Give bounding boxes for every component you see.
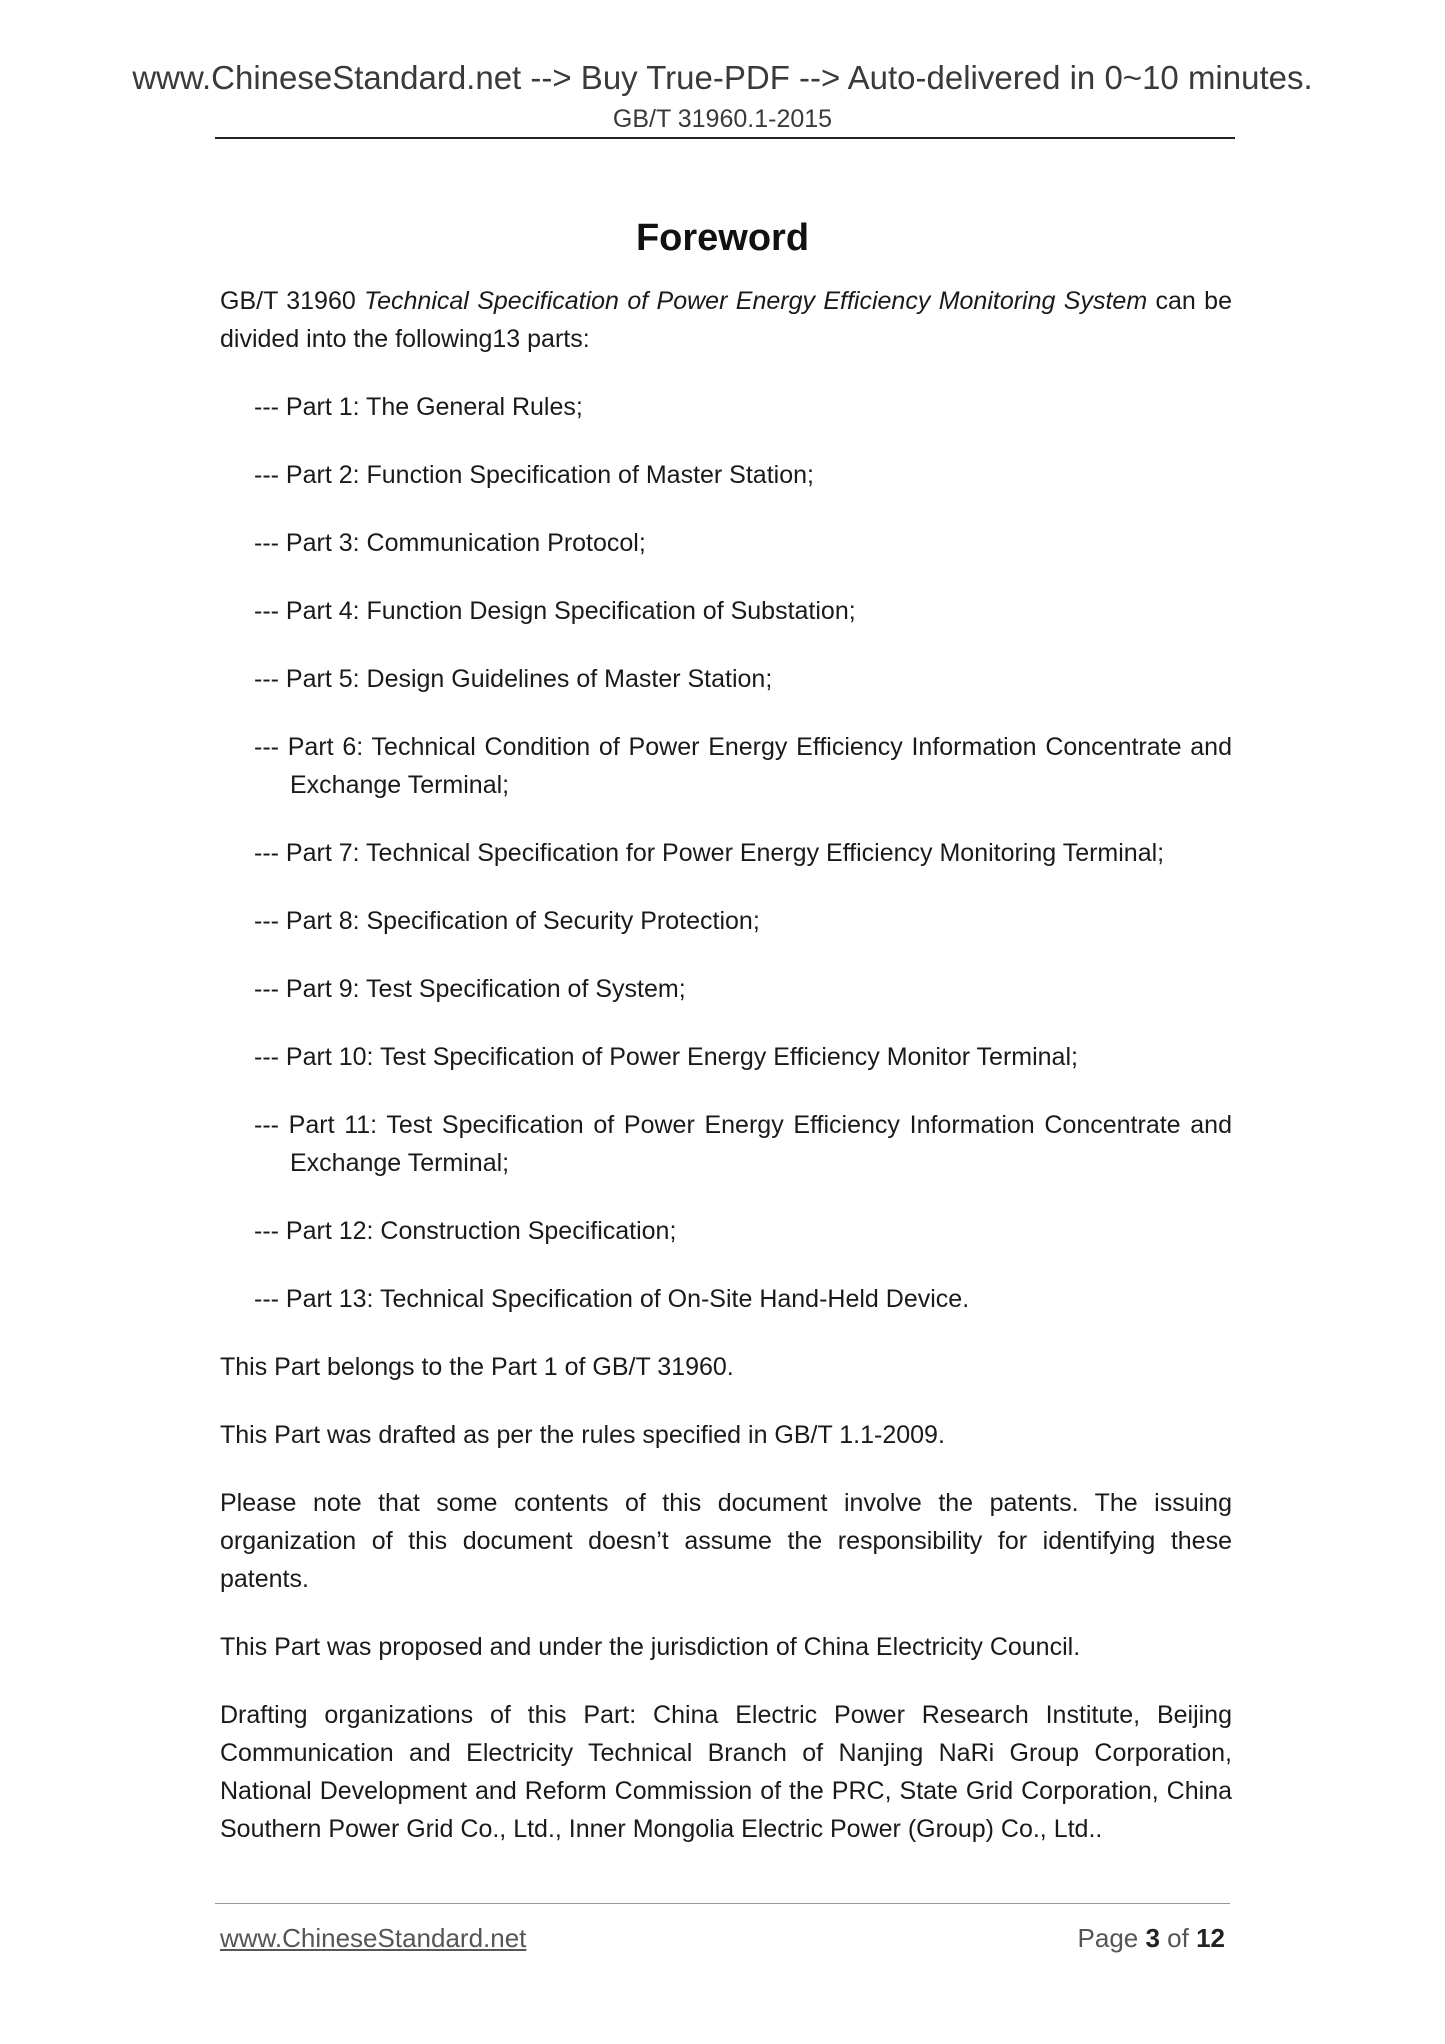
standard-code: GB/T 31960.1-2015 xyxy=(612,105,833,133)
page-label: Page xyxy=(1077,1923,1146,1953)
paragraph-part-membership: This Part belongs to the Part 1 of GB/T 31960. xyxy=(220,1353,734,1381)
paragraph-patent-notice: Please note that some contents of this document involve the patents. The issuing organization of this document doesn’t assume the responsibility for identifying these patents. xyxy=(220,1489,1232,1593)
list-item-part-4: --- Part 4: Function Design Specification of Substation; xyxy=(254,597,856,625)
list-item-part-12: --- Part 12: Construction Specification; xyxy=(254,1217,677,1245)
footer-website-link[interactable]: www.ChineseStandard.net xyxy=(220,1923,527,1953)
paragraph-drafting-rules: This Part was drafted as per the rules specified in GB/T 1.1-2009. xyxy=(220,1421,945,1449)
page-indicator xyxy=(1078,1922,1225,1954)
list-item-part-11: --- Part 11: Test Specification of Power Energy Efficiency Information Concentrate and Exchange Terminal; xyxy=(254,1111,1232,1177)
current-page-number: 3 xyxy=(1145,1923,1160,1953)
of-label: of xyxy=(1159,1923,1197,1953)
list-item-part-5: --- Part 5: Design Guidelines of Master Station; xyxy=(254,665,773,693)
list-item-part-3: --- Part 3: Communication Protocol; xyxy=(254,529,646,557)
list-item-part-6: --- Part 6: Technical Condition of Power Energy Efficiency Information Concentrate and Exchange Terminal; xyxy=(254,733,1232,799)
foreword-body xyxy=(220,282,1232,1878)
intro-prefix: GB/T 31960 xyxy=(220,287,365,315)
footer-divider xyxy=(215,1903,1230,1904)
intro-document-title: Technical Specification of Power Energy Efficiency Monitoring System xyxy=(364,287,1148,315)
header-divider xyxy=(215,137,1235,139)
top-banner: www.ChineseStandard.net --> Buy True-PDF --> Auto-delivered in 0~10 minutes. xyxy=(132,59,1313,96)
list-item-part-8: --- Part 8: Specification of Security Protection; xyxy=(254,907,760,935)
list-item-part-1: --- Part 1: The General Rules; xyxy=(254,393,583,421)
paragraph-drafting-organizations: Drafting organizations of this Part: China Electric Power Research Institute, Beijing Communication and Electricity Technical Branch of Nanjing NaRi Group Corporation, National Development and Reform Commission of the PRC, State Grid Corporation, China Southern Power Grid Co., Ltd., Inner Mongolia Electric Power (Group) Co., Ltd.. xyxy=(220,1701,1232,1843)
intro-paragraph xyxy=(220,282,1232,358)
list-item-part-13: --- Part 13: Technical Specification of On-Site Hand-Held Device. xyxy=(254,1285,970,1313)
total-page-count: 12 xyxy=(1196,1923,1225,1953)
intro-suffix: can be divided into the following13 parts: xyxy=(220,287,1232,353)
paragraph-jurisdiction: This Part was proposed and under the jurisdiction of China Electricity Council. xyxy=(220,1633,1081,1661)
list-item-part-2: --- Part 2: Function Specification of Master Station; xyxy=(254,461,814,489)
list-item-part-9: --- Part 9: Test Specification of System; xyxy=(254,975,686,1003)
list-item-part-7: --- Part 7: Technical Specification for Power Energy Efficiency Monitoring Terminal; xyxy=(254,839,1165,867)
parts-list xyxy=(220,388,1232,1318)
list-item-part-10: --- Part 10: Test Specification of Power Energy Efficiency Monitor Terminal; xyxy=(254,1043,1078,1071)
page-title: Foreword xyxy=(635,217,810,260)
